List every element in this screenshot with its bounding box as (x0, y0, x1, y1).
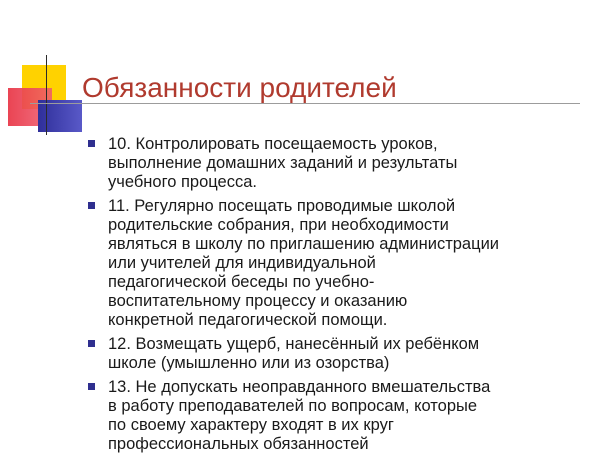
bullet-list (88, 135, 588, 453)
bullet-item (88, 335, 588, 373)
bullet-text: 11. Регулярно посещать проводимые школой родительские собрания, при необходимости являться в школу по приглашению администрации или учителей для индивидуальной педагогической беседы по учебно- воспитательному процессу и оказанию конкретной педагогической помощи. (108, 197, 499, 329)
bullet-item (88, 378, 588, 453)
bullet-text: 10. Контролировать посещаемость уроков, выполнение домашних заданий и результаты учебного процесса. (108, 135, 458, 191)
decorative-vertical-line (46, 55, 47, 135)
bullet-text: 12. Возмещать ущерб, нанесённый их ребёнком школе (умышленно или из озорства) (108, 335, 480, 372)
square-bullet-icon (88, 202, 95, 209)
square-bullet-icon (88, 383, 95, 390)
square-bullet-icon (88, 140, 95, 147)
square-bullet-icon (88, 340, 95, 347)
bullet-text: 13. Не допускать неоправданного вмешательства в работу преподавателей по вопросам, которые по своему характеру входят в их круг профессиональных обязанностей (108, 378, 491, 453)
bullet-item (88, 197, 588, 330)
slide-title: Обязанности родителей (82, 72, 397, 103)
decorative-blue-square (38, 100, 82, 132)
bullet-item (88, 135, 588, 192)
